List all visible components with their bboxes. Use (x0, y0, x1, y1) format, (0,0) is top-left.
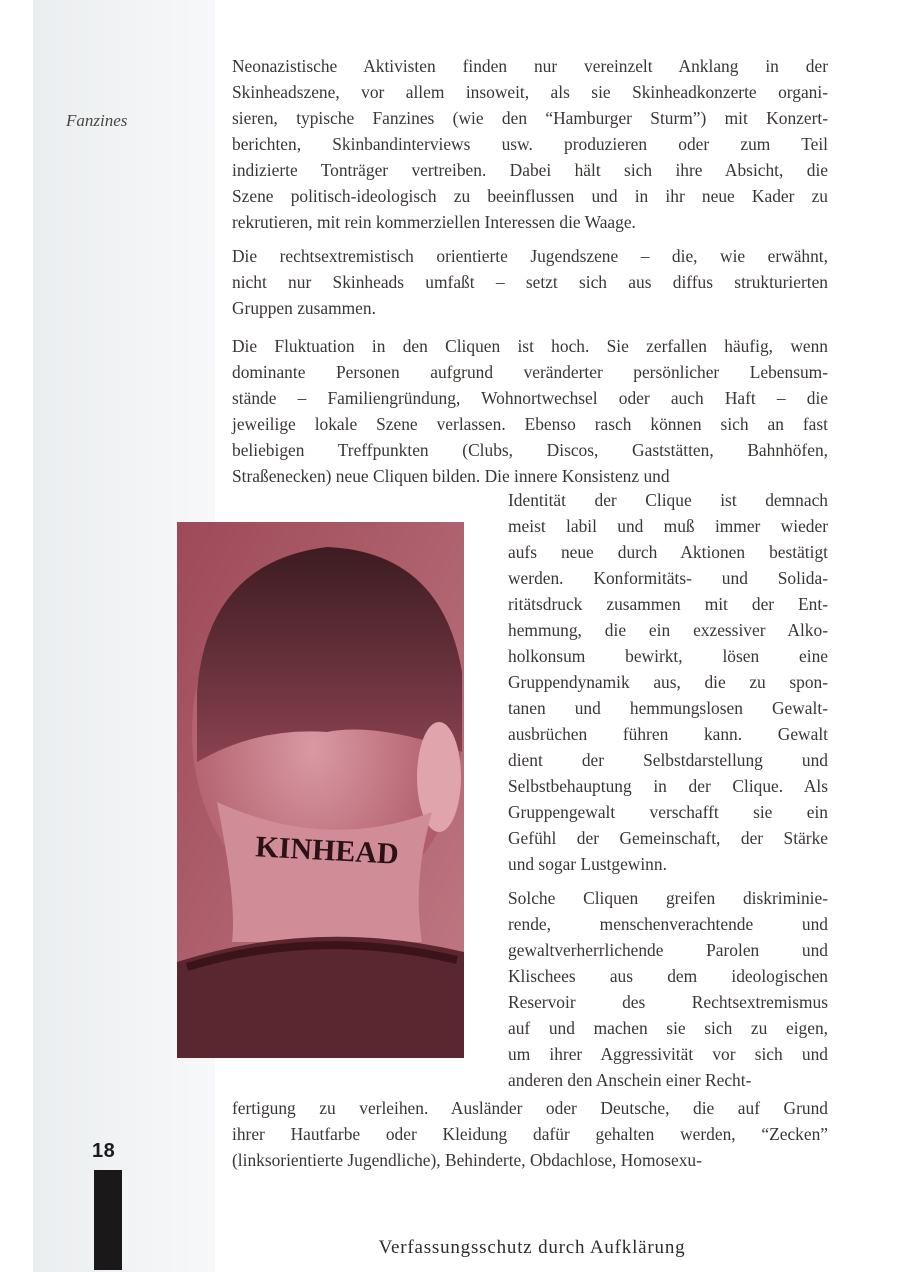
text-line: Straßenecken) neue Cliquen bilden. Die innere Konsistenz und (232, 466, 670, 486)
photo-illustration (177, 522, 464, 1058)
text-line: jeweilige lokale Szene verlassen. Ebenso rasch können sich an fast (232, 414, 828, 434)
text-line: Gruppendynamik aus, die zu spon- (508, 672, 828, 692)
text-line: Die rechtsextremistisch orientierte Jugendszene – die, wie erwähnt, (232, 246, 828, 266)
text-line: Gruppen zusammen. (232, 298, 376, 318)
text-line: berichten, Skinbandinterviews usw. produzieren oder zum Teil (232, 134, 828, 154)
text-line: werden. Konformitäts- und Solida- (508, 568, 828, 588)
text-line: indizierte Tonträger vertreiben. Dabei hält sich ihre Absicht, die (232, 160, 828, 180)
text-line: beliebigen Treffpunkten (Clubs, Discos, Gaststätten, Bahnhöfen, (232, 440, 828, 460)
text-line: tanen und hemmungslosen Gewalt- (508, 698, 828, 718)
text-line: rende, menschenverachtende und (508, 914, 828, 934)
margin-note: Fanzines (66, 111, 128, 130)
text-line: Szene politisch-ideologisch zu beeinflussen und in ihr neue Kader zu (232, 186, 828, 206)
text-line: um ihrer Aggressivität vor sich und (508, 1044, 828, 1064)
text-line: Solche Cliquen greifen diskriminie- (508, 888, 828, 908)
paragraph-1 (232, 53, 828, 235)
text-line: (linksorientierte Jugendliche), Behinderte, Obdachlose, Homosexu- (232, 1150, 702, 1170)
skinhead-neck-tattoo-photo (177, 522, 464, 1058)
paragraph-6 (232, 1095, 828, 1173)
text-line: Selbstbehauptung in der Clique. Als (508, 776, 828, 796)
text-line: holkonsum bewirkt, lösen eine (508, 646, 828, 666)
text-line: meist labil und muß immer wieder (508, 516, 828, 536)
text-line: und sogar Lustgewinn. (508, 854, 667, 874)
text-line: Skinheadszene, vor allem insoweit, als sie Skinheadkonzerte organi- (232, 82, 828, 102)
text-line: hemmung, die ein exzessiver Alko- (508, 620, 828, 640)
paragraph-3 (232, 333, 828, 489)
text-line: aufs neue durch Aktionen bestätigt (508, 542, 828, 562)
text-line: auf und machen sie sich zu eigen, (508, 1018, 828, 1038)
footer-title: Verfassungsschutz durch Aufklärung (378, 1237, 686, 1258)
paragraph-2 (232, 243, 828, 321)
text-line: ritätsdruck zusammen mit der Ent- (508, 594, 828, 614)
text-line: fertigung zu verleihen. Ausländer oder Deutsche, die auf Grund (232, 1098, 828, 1118)
text-line: dominante Personen aufgrund veränderter persönlicher Lebensum- (232, 362, 828, 382)
paragraph-5 (508, 885, 828, 1093)
text-line: ihrer Hautfarbe oder Kleidung dafür gehalten werden, “Zecken” (232, 1124, 828, 1144)
text-line: Gruppengewalt verschafft sie ein (508, 802, 828, 822)
text-line: Identität der Clique ist demnach (508, 490, 828, 510)
text-line: nicht nur Skinheads umfaßt – setzt sich aus diffus strukturierten (232, 272, 828, 292)
text-line: Klischees aus dem ideologischen (508, 966, 828, 986)
text-line: Reservoir des Rechtsextremismus (508, 992, 828, 1012)
neck-tattoo: KINHEAD (254, 830, 400, 871)
text-line: anderen den Anschein einer Recht- (508, 1070, 752, 1090)
text-line: stände – Familiengründung, Wohnortwechsel oder auch Haft – die (232, 388, 828, 408)
text-line: ausbrüchen führen kann. Gewalt (508, 724, 828, 744)
text-line: sieren, typische Fanzines (wie den “Hamburger Sturm”) mit Konzert- (232, 108, 828, 128)
text-line: gewaltverherrlichende Parolen und (508, 940, 828, 960)
text-line: Gefühl der Gemeinschaft, der Stärke (508, 828, 828, 848)
text-line: Neonazistische Aktivisten finden nur vereinzelt Anklang in der (232, 56, 828, 76)
text-line: rekrutieren, mit rein kommerziellen Interessen die Waage. (232, 212, 636, 232)
text-line: Die Fluktuation in den Cliquen ist hoch. Sie zerfallen häufig, wenn (232, 336, 828, 356)
page-number: 18 (92, 1140, 116, 1162)
text-line: dient der Selbstdarstellung und (508, 750, 828, 770)
paragraph-4 (508, 487, 828, 877)
